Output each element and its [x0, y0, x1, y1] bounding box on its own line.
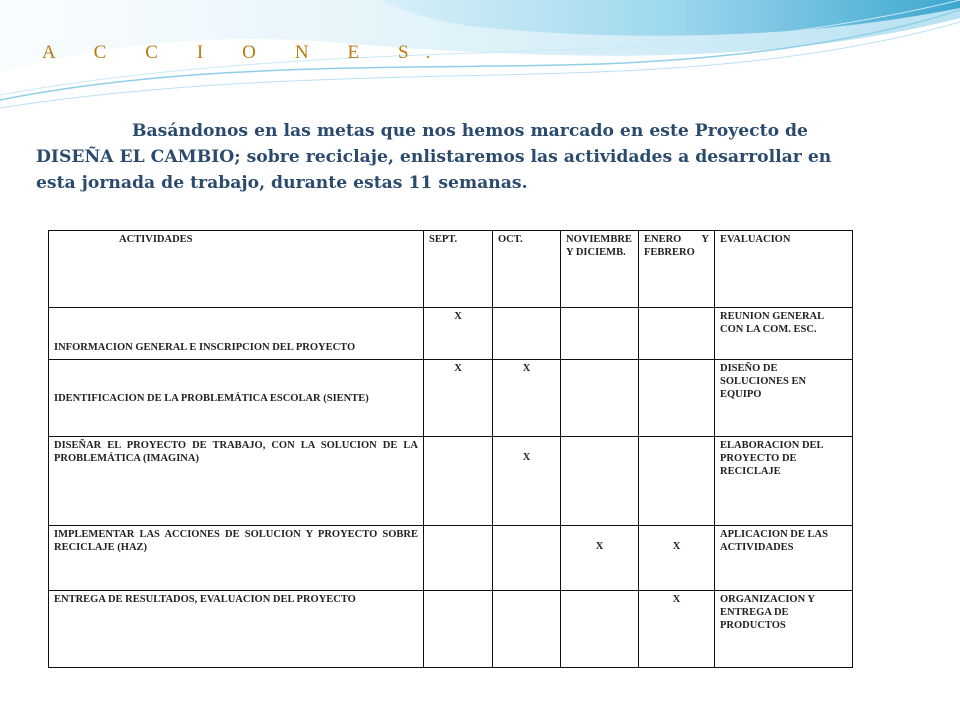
header-oct: OCT. — [493, 231, 561, 308]
mark-cell — [639, 360, 715, 437]
intro-paragraph — [36, 118, 866, 196]
evaluation-cell: DISEÑO DE SOLUCIONES EN EQUIPO — [715, 360, 853, 437]
mark-cell: X — [493, 360, 561, 437]
activity-cell: INFORMACION GENERAL E INSCRIPCION DEL PROYECTO — [49, 308, 424, 360]
mark-cell — [493, 308, 561, 360]
activities-table — [48, 230, 853, 668]
mark-cell — [561, 437, 639, 526]
mark-cell — [493, 526, 561, 591]
mark-cell — [639, 437, 715, 526]
mark-cell — [561, 360, 639, 437]
mark-cell — [493, 591, 561, 668]
mark-cell: X — [639, 591, 715, 668]
mark-cell: X — [424, 308, 493, 360]
evaluation-cell: ORGANIZACION Y ENTREGA DE PRODUCTOS — [715, 591, 853, 668]
mark-cell: X — [639, 526, 715, 591]
activity-cell: IDENTIFICACION DE LA PROBLEMÁTICA ESCOLAR (SIENTE) — [49, 360, 424, 437]
intro-text: Basándonos en las metas que nos hemos marcado en este Proyecto de DISEÑA EL CAMBIO; sobre reciclaje, enlistaremos las actividades a desarrollar en esta jornada de trabajo, durante estas 11 semanas. — [36, 121, 832, 193]
mark-cell: X — [561, 526, 639, 591]
table-row — [49, 591, 853, 668]
header-evaluacion: EVALUACION — [715, 231, 853, 308]
table-row — [49, 360, 853, 437]
evaluation-cell: REUNION GENERAL CON LA COM. ESC. — [715, 308, 853, 360]
mark-cell: X — [493, 437, 561, 526]
mark-cell — [424, 437, 493, 526]
mark-cell — [639, 308, 715, 360]
table-row — [49, 308, 853, 360]
mark-cell — [561, 308, 639, 360]
mark-cell: X — [424, 360, 493, 437]
header-actividades: ACTIVIDADES — [49, 231, 424, 308]
mark-cell — [424, 526, 493, 591]
header-nov-dic: NOVIEMBRE Y DICIEMB. — [561, 231, 639, 308]
activity-cell: DISEÑAR EL PROYECTO DE TRABAJO, CON LA SOLUCION DE LA PROBLEMÁTICA (IMAGINA) — [49, 437, 424, 526]
mark-cell — [424, 591, 493, 668]
evaluation-cell: ELABORACION DEL PROYECTO DE RECICLAJE — [715, 437, 853, 526]
activity-cell: IMPLEMENTAR LAS ACCIONES DE SOLUCION Y PROYECTO SOBRE RECICLAJE (HAZ) — [49, 526, 424, 591]
table-row — [49, 526, 853, 591]
page-title: A C C I O N E S. — [42, 42, 448, 63]
header-sept: SEPT. — [424, 231, 493, 308]
evaluation-cell: APLICACION DE LAS ACTIVIDADES — [715, 526, 853, 591]
table-row — [49, 437, 853, 526]
table-header-row — [49, 231, 853, 308]
activity-cell: ENTREGA DE RESULTADOS, EVALUACION DEL PROYECTO — [49, 591, 424, 668]
header-ene-feb: ENERO Y FEBRERO — [639, 231, 715, 308]
mark-cell — [561, 591, 639, 668]
